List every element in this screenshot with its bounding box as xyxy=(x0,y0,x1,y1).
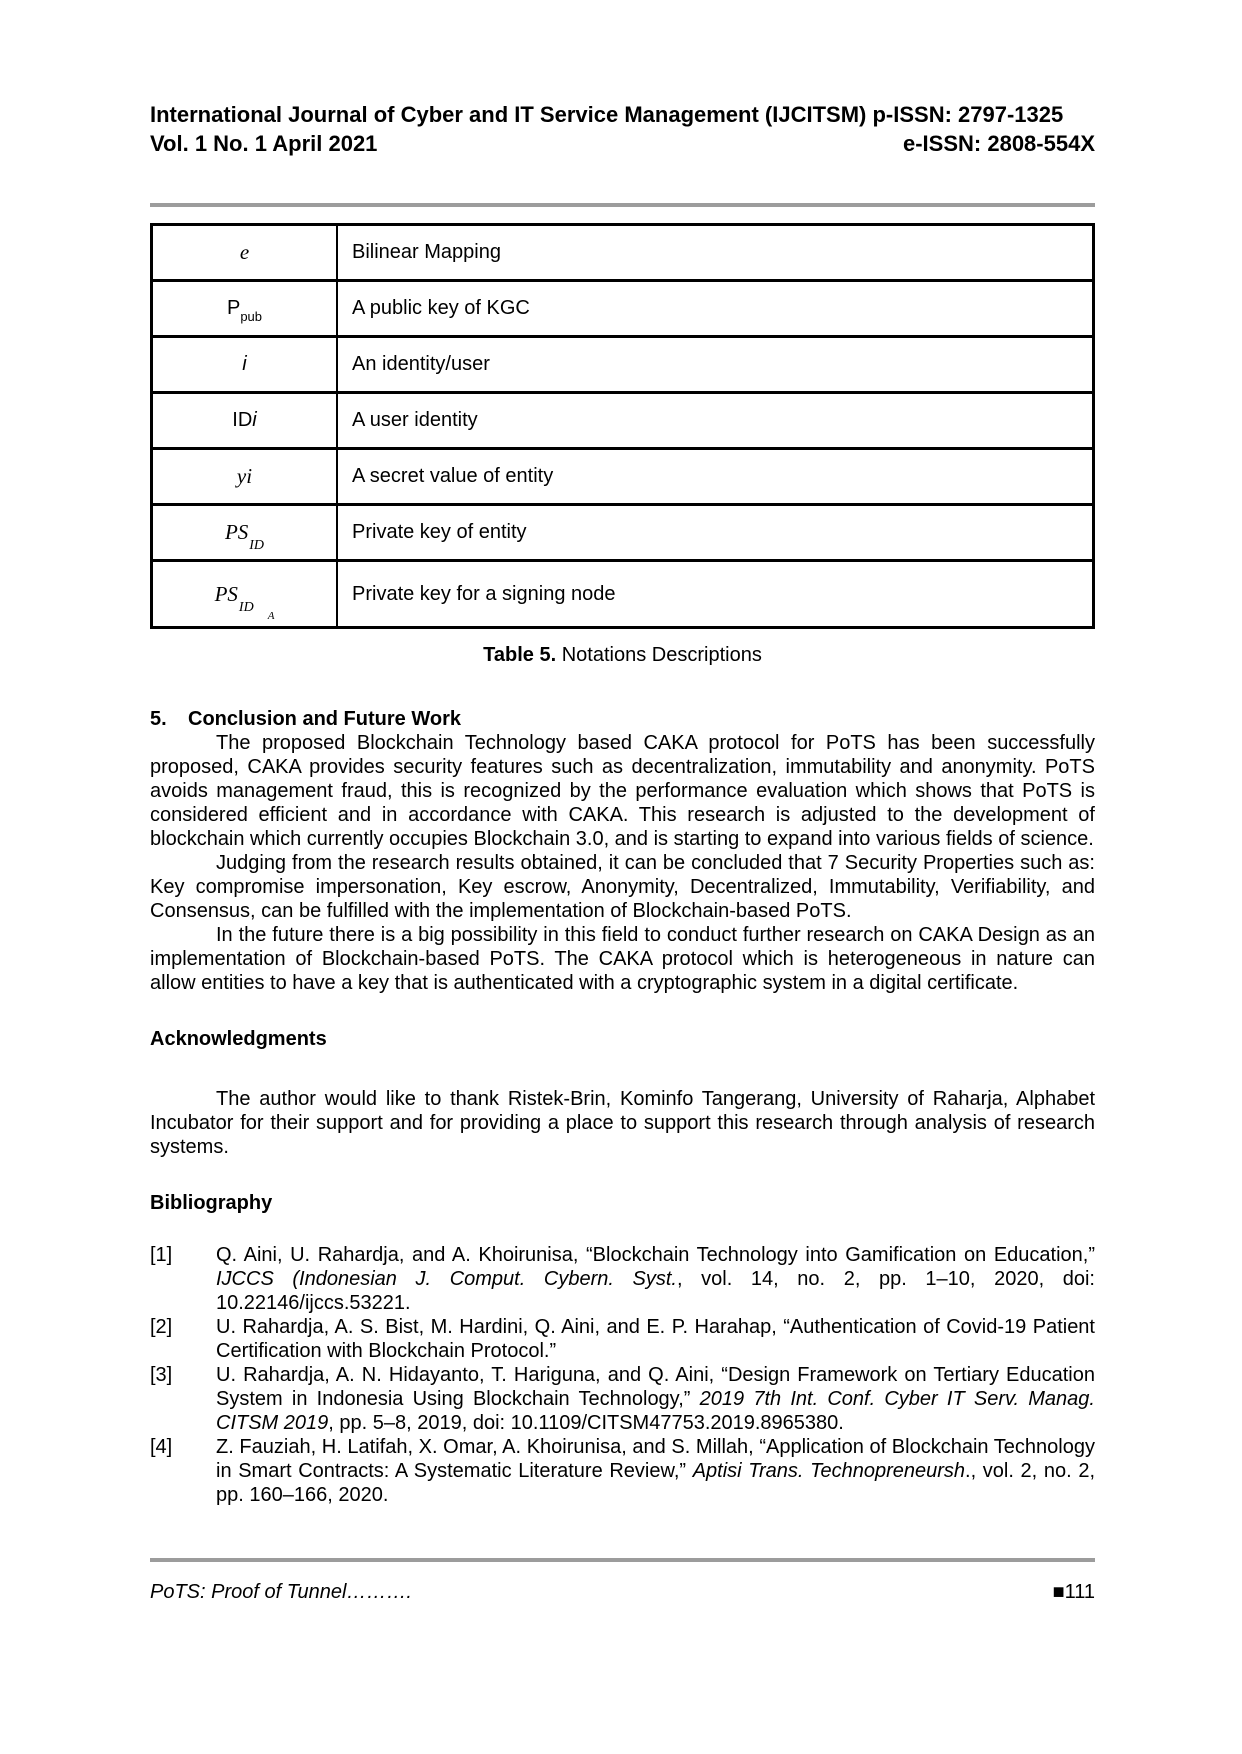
section-title: Conclusion and Future Work xyxy=(188,708,461,730)
table-row xyxy=(152,337,1094,393)
bib-entry-number: [4] xyxy=(150,1436,173,1458)
symbol-cell: $PS_{ID}$ xyxy=(152,505,338,561)
table-row xyxy=(152,561,1094,628)
bibliography-entry xyxy=(150,1435,1095,1507)
bib-entry-number: [2] xyxy=(150,1316,173,1338)
footer-running-title: PoTS: Proof of Tunnel………. xyxy=(150,1581,412,1603)
header-volume: Vol. 1 No. 1 April 2021 xyxy=(150,131,378,156)
bibliography-entry xyxy=(150,1243,1095,1315)
table-row xyxy=(152,505,1094,561)
header-rule xyxy=(150,203,1095,207)
table-row xyxy=(152,393,1094,449)
bibliography-list xyxy=(150,1243,1095,1507)
bibliography-entry xyxy=(150,1315,1095,1363)
conclusion-paragraph-3: In the future there is a big possibility in this field to conduct further research on CAKA Design as an implementation of Blockchain-based PoTS. The CAKA protocol which is heterogeneous in nature can allow entities to have a key that is authenticated with a cryptographic system in a digital certificate. xyxy=(150,924,1095,994)
description-cell: Private key for a signing node xyxy=(337,561,1094,628)
section-number: 5. xyxy=(150,708,167,730)
header-eissn: e-ISSN: 2808-554X xyxy=(903,131,1095,156)
notations-table-body xyxy=(152,225,1094,628)
table-row xyxy=(152,449,1094,505)
page-footer xyxy=(150,1558,1095,1604)
table-caption xyxy=(150,643,1095,667)
journal-header xyxy=(150,100,1095,158)
bib-entry-text: Q. Aini, U. Rahardja, and A. Khoirunisa, “Blockchain Technology into Gamification on Education,” IJCCS (Indonesian J. Comput. Cybern. Syst., vol. 14, no. 2, pp. 1–10, 2020, doi: 10.22146/ijccs.53221. xyxy=(216,1244,1095,1314)
footer-page-number: ■111 xyxy=(1052,1581,1095,1603)
acknowledgments-heading: Acknowledgments xyxy=(150,1028,327,1050)
conclusion-paragraph-1: The proposed Blockchain Technology based CAKA protocol for PoTS has been successfully proposed, CAKA provides security features such as decentralization, immutability and anonymity. PoTS avoids management fraud, this is recognized by the performance evaluation which shows that PoTS is considered efficient and in accordance with CAKA. This research is adjusted to the development of blockchain which currently occupies Blockchain 3.0, and is starting to expand into various fields of science. xyxy=(150,732,1095,850)
symbol-cell: yi xyxy=(152,449,338,505)
symbol-cell: IDi xyxy=(152,393,338,449)
notations-table xyxy=(150,223,1095,629)
bibliography-entry xyxy=(150,1363,1095,1435)
footer-rule xyxy=(150,1558,1095,1562)
description-cell: A public key of KGC xyxy=(337,281,1094,337)
header-title-issn: International Journal of Cyber and IT Service Management (IJCITSM) p-ISSN: 2797-1325 xyxy=(150,102,1064,127)
acknowledgments-paragraph: The author would like to thank Ristek-Brin, Kominfo Tangerang, University of Raharja, Alphabet Incubator for their support and for providing a place to support this research through analysis of research systems. xyxy=(150,1088,1095,1158)
conclusion-paragraph-2: Judging from the research results obtained, it can be concluded that 7 Security Properties such as: Key compromise impersonation, Key escrow, Anonymity, Decentralized, Immutability, Verifiability, and Consensus, can be fulfilled with the implementation of Blockchain-based PoTS. xyxy=(150,852,1095,922)
description-cell: Bilinear Mapping xyxy=(337,225,1094,281)
table-caption-text: Notations Descriptions xyxy=(556,644,762,666)
symbol-cell: $P_{pub}$ xyxy=(152,281,338,337)
description-cell: An identity/user xyxy=(337,337,1094,393)
table-caption-label: Table 5. xyxy=(483,644,557,666)
section-heading-conclusion xyxy=(150,707,1095,731)
symbol-cell: i xyxy=(152,337,338,393)
bib-entry-text: Z. Fauziah, H. Latifah, X. Omar, A. Khoirunisa, and S. Millah, “Application of Blockchain Technology in Smart Contracts: A Systematic Literature Review,” Aptisi Trans. Technopreneursh., vol. 2, no. 2, pp. 160–166, 2020. xyxy=(216,1436,1095,1506)
bib-entry-number: [3] xyxy=(150,1364,173,1386)
bibliography-heading: Bibliography xyxy=(150,1192,273,1214)
description-cell: Private key of entity xyxy=(337,505,1094,561)
symbol-cell: $PS_{IDA}$ xyxy=(152,561,338,628)
table-row xyxy=(152,225,1094,281)
bib-entry-text: U. Rahardja, A. N. Hidayanto, T. Hariguna, and Q. Aini, “Design Framework on Tertiary Education System in Indonesia Using Blockchain Technology,” 2019 7th Int. Conf. Cyber IT Serv. Manag. CITSM 2019, pp. 5–8, 2019, doi: 10.1109/CITSM47753.2019.8965380. xyxy=(216,1364,1095,1434)
description-cell: A user identity xyxy=(337,393,1094,449)
bib-entry-number: [1] xyxy=(150,1244,173,1266)
symbol-cell: e xyxy=(152,225,338,281)
bib-entry-text: U. Rahardja, A. S. Bist, M. Hardini, Q. Aini, and E. P. Harahap, “Authentication of Covid-19 Patient Certification with Blockchain Protocol.” xyxy=(216,1316,1095,1362)
table-row xyxy=(152,281,1094,337)
description-cell: A secret value of entity xyxy=(337,449,1094,505)
